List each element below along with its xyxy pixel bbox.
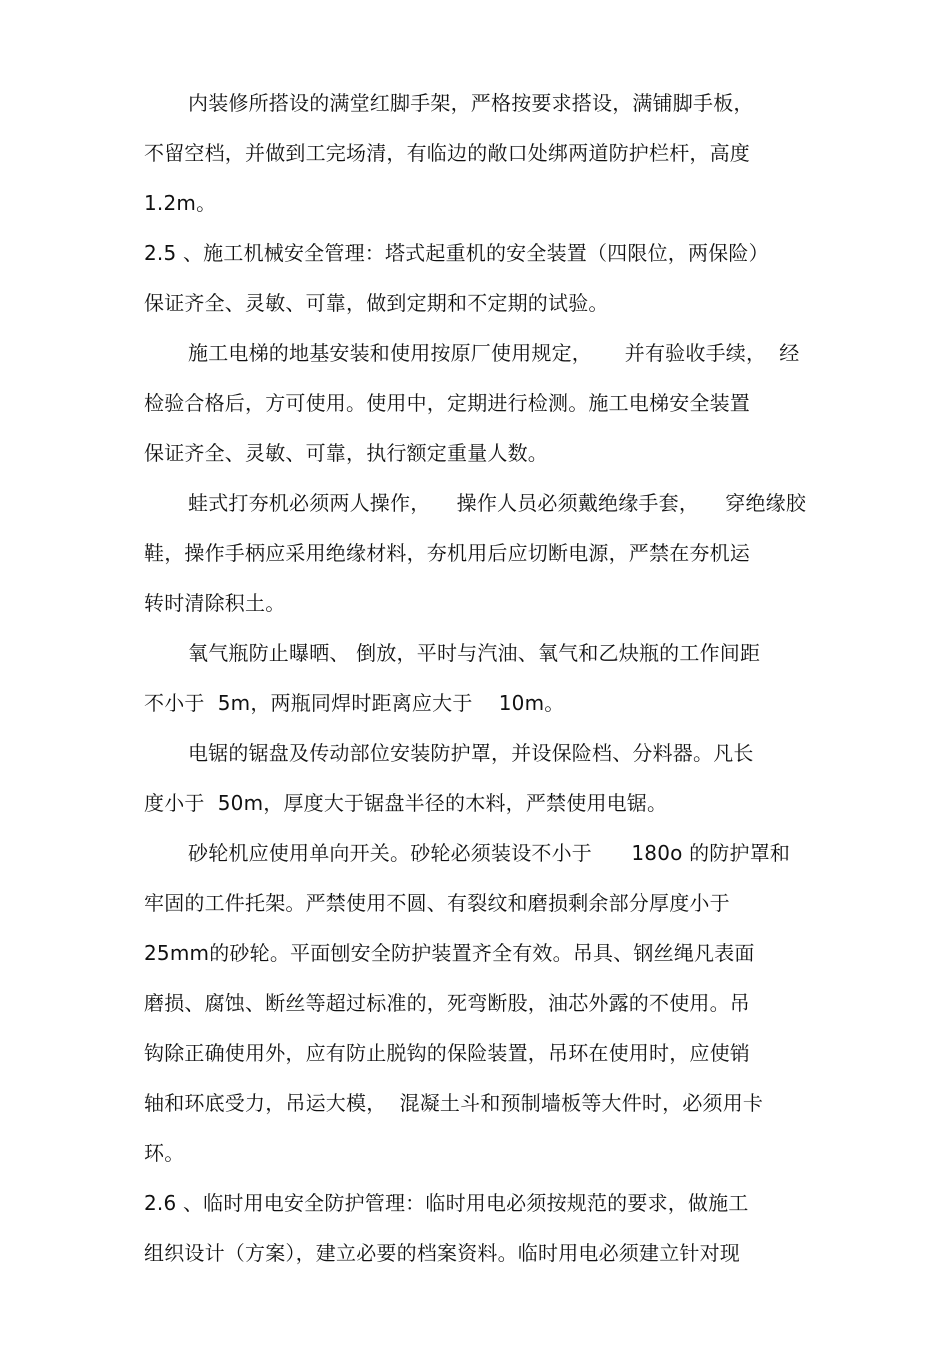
text-line: 氧气瓶防止曝晒、 倒放，平时与汽油、氧气和乙炔瓶的工作间距 [188, 641, 761, 665]
text-line: 25mm的砂轮。平面刨安全防护装置齐全有效。吊具、钢丝绳凡表面 [144, 941, 755, 965]
text-line: 保证齐全、灵敏、可靠，做到定期和不定期的试验。 [144, 291, 609, 315]
text-line: 牢固的工件托架。严禁使用不圆、有裂纹和磨损剩余部分厚度小于 [144, 891, 730, 915]
text-line: 钩除正确使用外，应有防止脱钩的保险装置，吊环在使用时，应使销 [144, 1041, 750, 1065]
text-line: 砂轮机应使用单向开关。砂轮必须装设不小于 180o 的防护罩和 [188, 841, 791, 865]
text-line: 转时清除积土。 [144, 591, 286, 615]
text-line: 1.2m。 [144, 191, 217, 215]
section-heading-2-5: 2.5 、施工机械安全管理：塔式起重机的安全装置（四限位，两保险） [144, 241, 769, 265]
text-line: 鞋，操作手柄应采用绝缘材料，夯机用后应切断电源，严禁在夯机运 [144, 541, 750, 565]
text-line: 蛙式打夯机必须两人操作， 操作人员必须戴绝缘手套， 穿绝缘胶 [188, 491, 807, 515]
text-line: 不小于 5m，两瓶同焊时距离应大于 10m。 [144, 691, 565, 715]
text-line: 磨损、腐蚀、断丝等超过标准的，死弯断股，油芯外露的不使用。吊 [144, 991, 750, 1015]
text-line: 轴和环底受力，吊运大模， 混凝土斗和预制墙板等大件时，必须用卡 [144, 1091, 764, 1115]
text-line: 电锯的锯盘及传动部位安装防护罩，并设保险档、分料器。凡长 [188, 741, 754, 765]
text-line: 内装修所搭设的满堂红脚手架，严格按要求搭设，满铺脚手板， [188, 91, 754, 115]
text-line: 不留空档，并做到工完场清，有临边的敞口处绑两道防护栏杆，高度 [144, 141, 750, 165]
text-line: 环。 [144, 1141, 185, 1165]
text-line: 施工电梯的地基安装和使用按原厂使用规定， 并有验收手续， 经 [188, 341, 800, 365]
section-heading-2-6: 2.6 、临时用电安全防护管理：临时用电必须按规范的要求，做施工 [144, 1191, 749, 1215]
text-line: 保证齐全、灵敏、可靠，执行额定重量人数。 [144, 441, 548, 465]
text-line: 组织设计（方案），建立必要的档案资料。临时用电必须建立针对现 [144, 1241, 740, 1265]
text-line: 度小于 50m，厚度大于锯盘半径的木料，严禁使用电锯。 [144, 791, 668, 815]
text-line: 检验合格后，方可使用。使用中，定期进行检测。施工电梯安全装置 [144, 391, 750, 415]
